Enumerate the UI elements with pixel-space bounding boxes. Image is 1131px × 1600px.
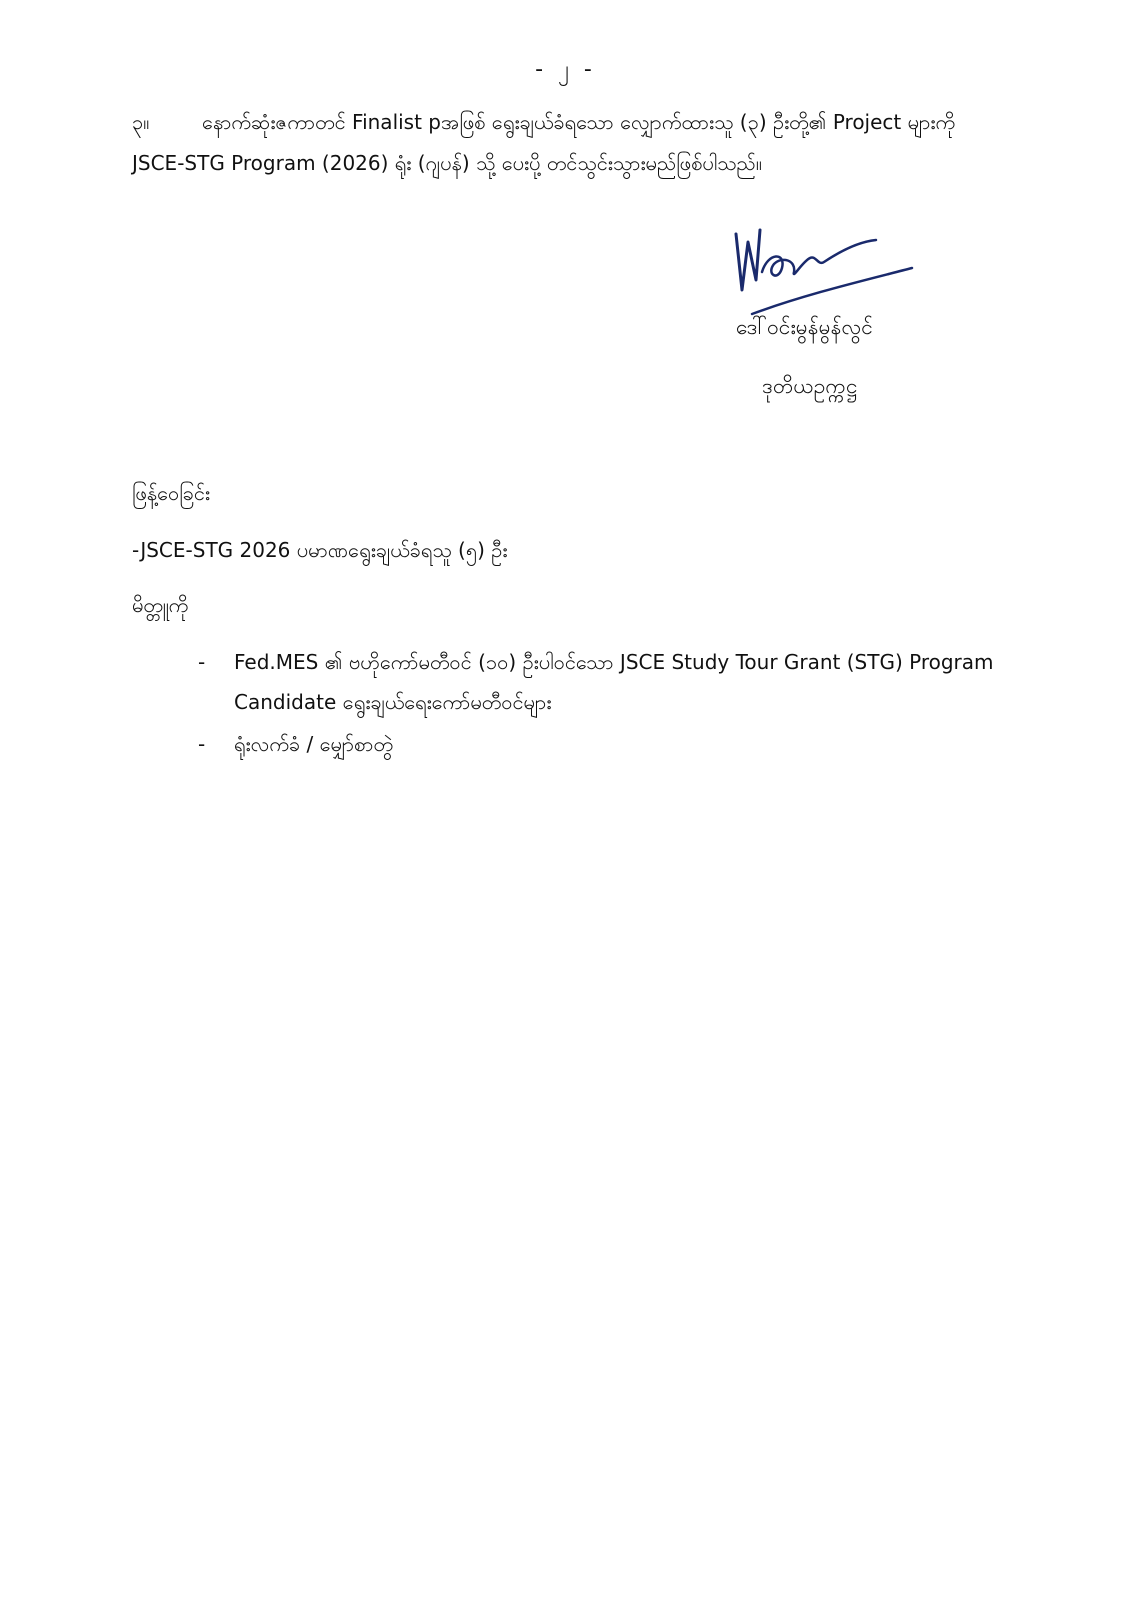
page-number: - ၂ - — [535, 57, 596, 82]
copy-list-item — [198, 724, 998, 764]
copy-heading: မိတ္တူကို — [132, 593, 189, 617]
signatory-title: ဒုတိယဥက္ကဋ္ဌ — [762, 374, 858, 398]
paragraph-3 — [132, 102, 1012, 184]
distribution-recipients: -JSCE-STG 2026 ပမာဏရွေးချယ်ခံရသူ (၅) ဦး — [132, 538, 508, 562]
signatory-name: ဒေါ်ဝင်းမွန်မွန်လွင် — [736, 315, 873, 339]
handwritten-signature — [726, 222, 916, 322]
copy-list-item — [198, 642, 998, 722]
copy-item-text: ရုံးလက်ခံ / မျှော်စာတွဲ — [234, 732, 393, 756]
paragraph-text: နောက်ဆုံးဇကာတင် Finalist pအဖြစ် ရွေးချယ်ခံရသော လျှောက်ထားသူ (၃) ဦးတို့၏ Project များကို JSCE-STG Program (2026) ရုံး (ဂျပန်) သို့ ပေးပို့ တင်သွင်းသွားမည်ဖြစ်ပါသည်။ — [132, 110, 956, 175]
distribution-heading: ဖြန့်ဝေခြင်း — [132, 481, 211, 505]
copy-item-text: Fed.MES ၏ ဗဟိုကော်မတီဝင် (၁၀) ဦးပါဝင်သော JSCE Study Tour Grant (STG) Program Candidate ရွေးချယ်ရေးကော်မတီဝင်များ — [234, 650, 994, 714]
list-bullet: - — [198, 732, 206, 756]
paragraph-number: ၃။ — [132, 110, 150, 134]
list-bullet: - — [198, 650, 206, 674]
